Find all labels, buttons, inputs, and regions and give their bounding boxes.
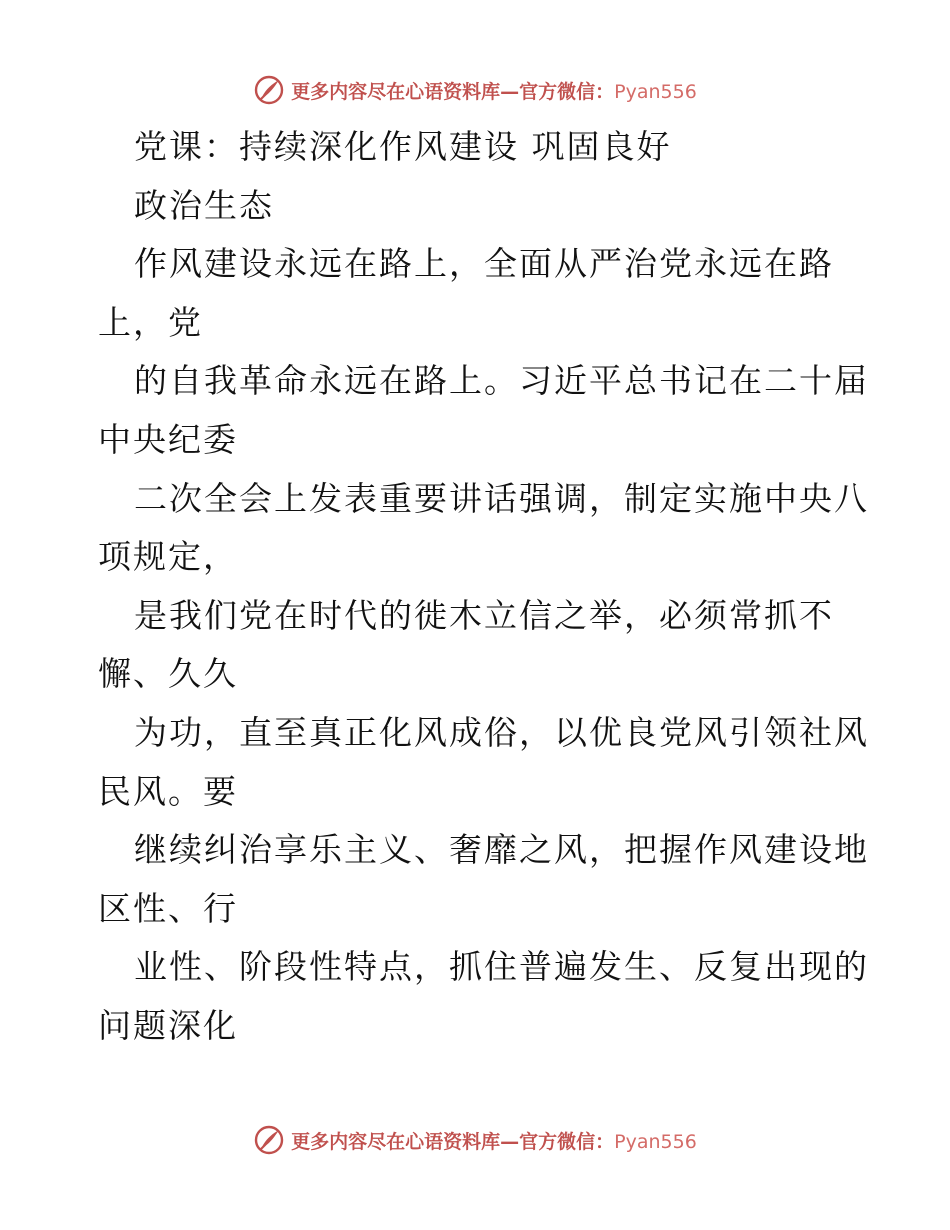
paragraph-line-continuation: 问题深化 [98, 1005, 238, 1045]
paragraph-line-continuation: 项规定， [98, 537, 238, 577]
paragraph-line-continuation: 区性、行 [98, 888, 238, 928]
paragraph-line: 为功，直至真正化风成俗，以优良党风引领社风 [134, 712, 869, 752]
footer-promo-main: 更多内容尽在心语资料库—官方微信： [291, 1130, 615, 1153]
paragraph-line: 的自我革命永远在路上。习近平总书记在二十届 [134, 361, 869, 401]
paragraph-line-continuation: 懈、久久 [98, 654, 238, 694]
paragraph-line-continuation: 中央纪委 [98, 419, 238, 459]
header-promo-banner [0, 70, 950, 110]
header-promo-main: 更多内容尽在心语资料库—官方微信： [291, 80, 615, 103]
footer-wechat-account: Pyan556 [614, 1130, 697, 1153]
document-title-line-1: 党课：持续深化作风建设 巩固良好 [134, 127, 672, 166]
red-quill-logo-icon [253, 1124, 285, 1156]
paragraph-line: 二次全会上发表重要讲话强调，制定实施中央八 [134, 478, 869, 518]
red-quill-logo-icon [253, 74, 285, 106]
paragraph-line: 是我们党在时代的徙木立信之举，必须常抓不 [134, 595, 834, 635]
paragraph-line: 作风建设永远在路上，全面从严治党永远在路 [134, 244, 834, 284]
paragraph-line: 继续纠治享乐主义、奢靡之风，把握作风建设地 [134, 830, 869, 870]
header-promo-text [291, 77, 697, 104]
footer-promo-banner [0, 1120, 950, 1160]
document-body [0, 118, 950, 1056]
document-title-line-2: 政治生态 [134, 185, 274, 225]
footer-promo-text [291, 1127, 697, 1154]
paragraph-line-continuation: 上，党 [98, 302, 203, 342]
paragraph-line: 业性、阶段性特点，抓住普遍发生、反复出现的 [134, 947, 869, 987]
paragraph-line-continuation: 民风。要 [98, 771, 238, 811]
header-wechat-account: Pyan556 [614, 80, 697, 103]
